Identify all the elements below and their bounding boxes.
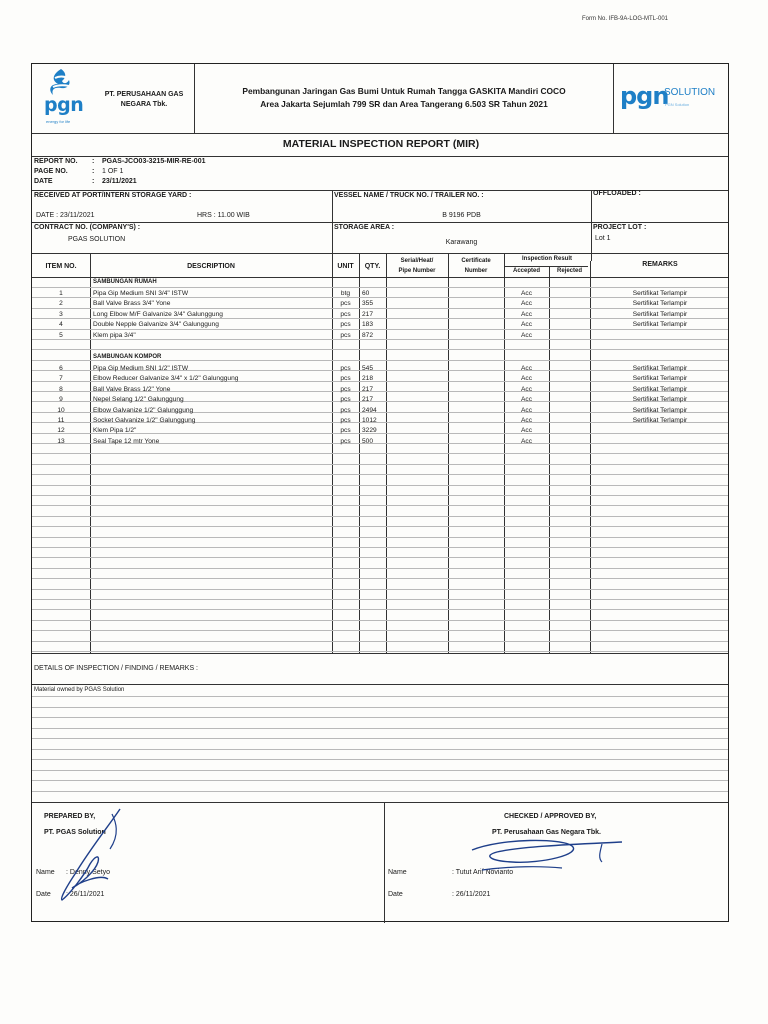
ruled-line [32,651,728,652]
cell-unit: pcs [340,396,351,404]
prepared-title: PREPARED BY, [44,813,96,820]
date-label: DATE [34,178,53,185]
ruled-line [32,749,728,750]
col-serial-line-2: Pipe Number [398,268,436,274]
company-line-1: PT. PERUSAHAAN GAS [104,91,184,98]
cell-desc: Klem Pipa 1/2" [93,427,137,435]
approved-name: : Tutut Arif Novianto [452,869,514,876]
cell-qty: 2494 [362,406,377,414]
vessel-label: VESSEL NAME / TRUCK NO. / TRAILER NO. : [334,192,484,199]
ruled-line [32,287,728,288]
col-rejected: Rejected [556,268,582,274]
col-qty: QTY. [364,263,381,270]
page-no-label: PAGE NO. [34,168,68,175]
cell-unit: pcs [340,385,351,393]
company-line-2: NEGARA Tbk. [120,101,168,108]
report-title: MATERIAL INSPECTION REPORT (MIR) [282,138,480,150]
report-no-value: PGAS-JCO03-3215-MIR-RE-001 [102,158,206,165]
col-unit: UNIT [337,263,354,270]
cell-no: 1 [59,290,63,297]
cell-res: Acc [521,321,532,329]
cell-desc: Socket Galvanize 1/2" Galunggung [93,417,196,424]
pgn-tagline: energy for life [46,119,71,124]
cell-unit: btg [340,290,351,297]
cell-no: 8 [59,385,63,393]
cell-res: Acc [521,427,532,435]
details-label: DETAILS OF INSPECTION / FINDING / REMARKS : [34,665,199,672]
cell-qty: 218 [362,375,374,383]
col-certificate-line-1: Certificate [461,258,491,264]
table-row [32,320,730,330]
prepared-name: : Denny Setyo [66,869,110,876]
page-no-value: 1 OF 1 [102,168,124,175]
ruled-line [32,505,728,506]
project-title-line-1: Pembangunan Jaringan Gas Bumi Untuk Rumah Tangga GASKITA Mandiri COCO [242,86,566,96]
cell-unit: pcs [340,331,351,339]
approved-date: : 26/11/2021 [452,891,491,898]
cell-res: Acc [521,375,532,383]
cell-no: 7 [59,375,63,383]
cell-rem: Sertifikat Terlampir [632,365,688,372]
project-title-line-2: Area Jakarta Sejumlah 799 SR dan Area Tangerang 6.503 SR Tahun 2021 [260,99,548,109]
pgn-solution-wordmark: pgn [620,82,669,110]
cell-no: 5 [59,331,63,339]
ruled-line [32,791,728,792]
table-row [32,331,730,341]
cell-no: 12 [57,427,65,435]
section-title-sambungan-kompor: SAMBUNGAN KOMPOR [93,354,162,360]
ruled-line [32,485,728,486]
ruled-line [32,578,728,579]
ruled-line [32,495,728,496]
cell-qty: 183 [362,321,374,329]
ruled-line [32,599,728,600]
ruled-line [32,568,728,569]
cell-unit: pcs [340,375,351,383]
cell-res: Acc [521,406,532,414]
cell-qty: 355 [362,300,374,308]
form-number: Form No. IFB-9A-LOG-MTL-001 [582,16,669,22]
cell-res: Acc [521,396,532,404]
table-row [32,299,730,309]
ruled-line [32,717,728,718]
ruled-line [32,516,728,517]
cell-qty: 500 [362,437,374,445]
table-row [32,426,730,436]
ruled-line [32,609,728,610]
cell-desc: Klem pipa 3/4" [93,331,136,339]
project-lot-label: PROJECT LOT : [593,224,647,231]
table-row [32,437,730,447]
cell-rem: Sertifikat Terlampir [632,310,688,318]
cell-no: 11 [57,417,65,424]
cell-unit: pcs [340,437,351,445]
cell-qty: 872 [362,331,374,339]
cell-no: 13 [57,437,65,445]
ruled-line [32,620,728,621]
table-row [32,416,730,426]
date-value: 23/11/2021 [102,178,137,185]
col-certificate-line-2: Number [464,268,488,274]
offloaded-label: OFFLOADED : [593,190,641,197]
cell-res: Acc [521,310,532,318]
cell-qty: 217 [362,396,374,404]
received-label: RECEIVED AT PORT/INTERN STORAGE YARD : [34,192,192,199]
cell-unit: pcs [340,427,351,435]
mir-form [31,63,729,922]
ruled-line [32,589,728,590]
cell-desc: Pipa Gip Medium SNI 1/2" ISTW [93,365,189,372]
cell-res: Acc [521,300,532,308]
cell-qty: 3229 [362,427,377,435]
storage-value: Karawang [445,239,478,246]
cell-rem: Sertifikat Terlampir [632,290,688,297]
report-no-colon: : [92,158,95,165]
cell-rem: Sertifikat Terlampir [632,385,688,393]
ruled-line [32,453,728,454]
cell-no: 10 [57,406,65,414]
prepared-company: PT. PGAS Solution [44,829,106,836]
ruled-line [32,547,728,548]
cell-no: 3 [59,310,63,318]
project-title [198,85,610,111]
col-description: DESCRIPTION [187,263,235,270]
ruled-line [32,728,728,729]
cell-qty: 217 [362,310,374,318]
cell-rem: Sertifikat Terlampir [632,375,688,383]
cell-res: Acc [521,365,532,372]
ruled-line [32,630,728,631]
solution-tagline: PGN Solution [665,102,690,107]
pgn-wordmark: pgn [44,94,84,116]
ruled-line [32,759,728,760]
cell-unit: pcs [340,417,351,424]
cell-desc: Double Nepple Galvanize 3/4" Galunggung [93,321,219,329]
cell-desc: Elbow Galvanize 1/2" Galunggung [93,406,194,414]
table-row [32,310,730,320]
col-certificate [448,256,504,276]
cell-res: Acc [521,437,532,445]
col-inspection-result: Inspection Result [521,256,572,262]
prepared-name-label: Name [36,869,55,876]
date-colon: : [92,178,95,185]
ruled-line [32,349,728,350]
approved-company: PT. Perusahaan Gas Negara Tbk. [492,829,601,836]
ruled-line [32,464,728,465]
ruled-line [32,780,728,781]
col-serial-line-1: Serial/Heat/ [400,258,434,264]
table-row [32,385,730,395]
cell-desc: Nepel Selang 1/2" Galunggung [93,396,184,404]
ruled-line [32,696,728,697]
cell-rem: Sertifikat Terlampir [632,321,688,329]
cell-rem: Sertifikat Terlampir [632,406,688,414]
pgn-solution-logo [618,82,728,114]
cell-unit: pcs [340,406,351,414]
ruled-line [32,526,728,527]
approved-title: CHECKED / APPROVED BY, [504,813,597,820]
cell-res: Acc [521,385,532,393]
cell-desc: Long Elbow M/F Galvanize 3/4" Galunggung [93,310,223,318]
approved-date-label: Date [388,891,403,898]
cell-res: Acc [521,331,532,339]
cell-qty: 545 [362,365,374,372]
col-item-no: ITEM NO. [45,263,77,270]
table-row [32,395,730,405]
cell-rem: Sertifikat Terlampir [632,396,688,404]
cell-unit: pcs [340,300,351,308]
cell-qty: 217 [362,385,374,393]
prepared-date-label: Date [36,891,51,898]
section-title-sambungan-rumah: SAMBUNGAN RUMAH [93,279,157,285]
table-row [32,364,730,374]
ruled-line [32,557,728,558]
cell-no: 4 [59,321,63,329]
cell-qty: 60 [362,290,370,297]
cell-res: Acc [521,417,532,424]
cell-res: Acc [521,290,532,297]
received-hrs: HRS : 11.00 WIB [197,212,250,219]
cell-desc: Elbow Reducer Galvanize 3/4" x 1/2" Galunggung [93,375,239,383]
received-date: DATE : 23/11/2021 [36,212,95,219]
approved-name-label: Name [388,869,407,876]
cell-rem: Sertifikat Terlampir [632,417,688,424]
storage-label: STORAGE AREA : [334,224,395,231]
cell-desc: Ball Valve Brass 3/4" Yone [93,300,171,308]
ruled-line [32,770,728,771]
contract-value: PGAS SOLUTION [68,236,126,243]
cell-no: 9 [59,396,63,404]
prepared-signature [50,804,130,904]
col-accepted: Accepted [512,268,540,274]
solution-word: SOLUTION [664,87,716,98]
project-lot-value: Lot 1 [595,235,611,242]
cell-rem: Sertifikat Terlampir [632,300,688,308]
cell-desc: Seal Tape 12 mtr Yone [93,437,160,445]
contract-label: CONTRACT NO. (COMPANY'S) : [34,224,141,231]
table-row [32,374,730,384]
details-text: Material owned by PGAS Solution [34,687,125,693]
report-no-label: REPORT NO. [34,158,78,165]
cell-desc: Pipa Gip Medium SNI 3/4" ISTW [93,290,189,297]
pgn-logo-left [36,66,86,128]
table-row [32,406,730,416]
cell-unit: pcs [340,321,351,329]
company-name [92,90,196,110]
ruled-line [32,474,728,475]
prepared-date: : 26/11/2021 [66,891,105,898]
ruled-line [32,641,728,642]
ruled-line [32,537,728,538]
ruled-line [32,738,728,739]
cell-unit: pcs [340,310,351,318]
cell-no: 2 [59,300,63,308]
table-row [32,289,730,299]
cell-desc: Ball Valve Brass 1/2" Yone [93,385,171,393]
page-no-colon: : [92,168,95,175]
col-serial [386,256,448,276]
cell-no: 6 [59,365,63,372]
cell-qty: 1012 [362,417,377,424]
approved-signature [452,832,632,882]
cell-unit: pcs [340,365,351,372]
ruled-line [32,707,728,708]
col-remarks: REMARKS [642,261,678,268]
vessel-value: B 9196 PDB [442,212,481,219]
